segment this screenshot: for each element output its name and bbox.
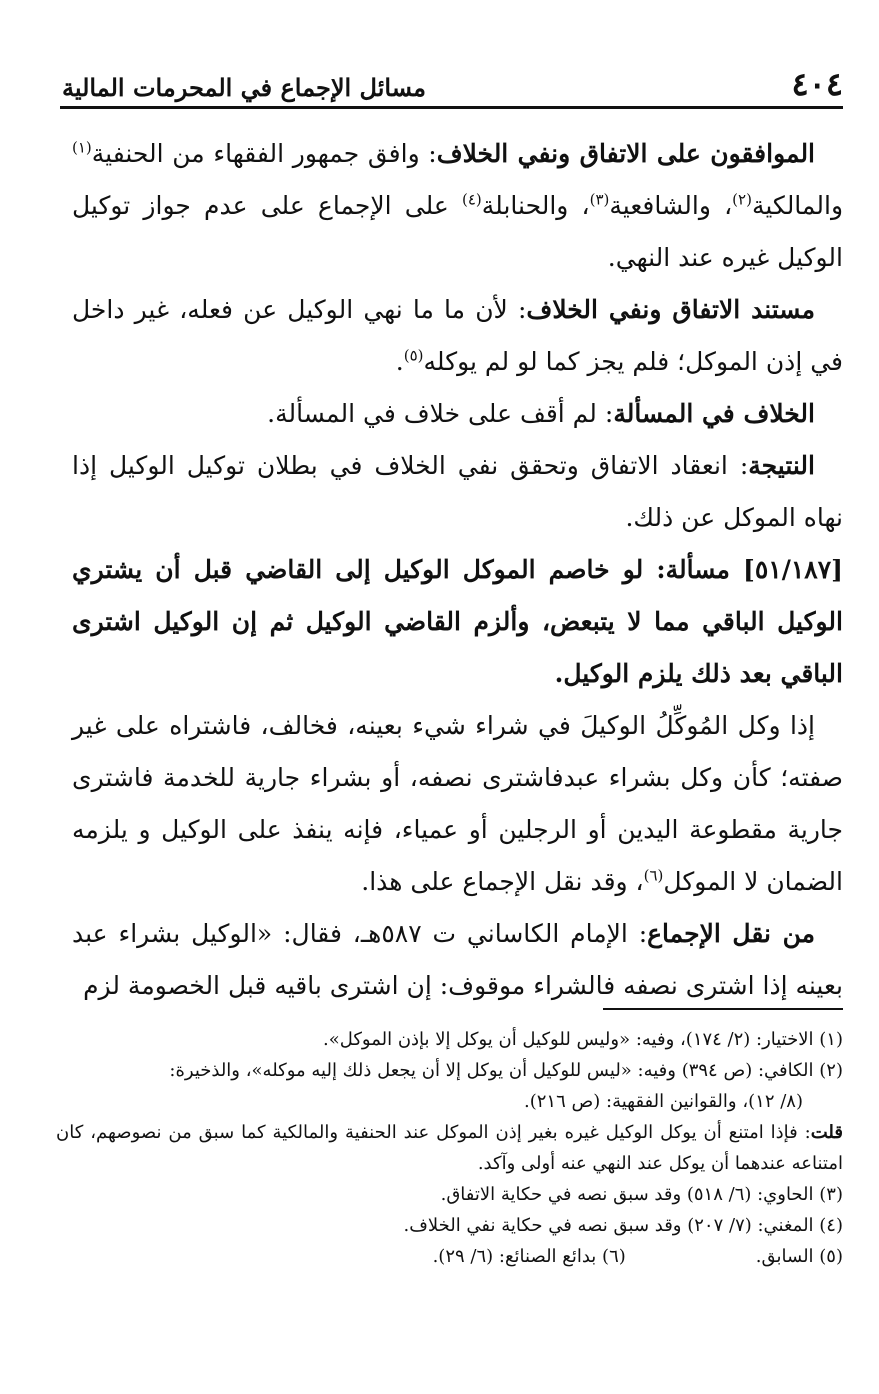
footnote-2: (٢) الكافي: (ص ٣٩٤) وفيه: «ليس للوكيل أن يوكل إلا أن يجعل ذلك إليه موكله»، والذخيرة:	[169, 1060, 843, 1081]
footnote-4: (٤) المغني: (٧/ ٢٠٧) وقد سبق نصه في حكاية نفي الخلاف.	[403, 1215, 843, 1236]
footnote-5: (٥) السابق.	[755, 1246, 843, 1267]
author-note	[56, 1117, 843, 1179]
text-run: على الإجماع على عدم جواز توكيل الوكيل غيره عند النهي.	[72, 191, 843, 272]
author-note-label: قلت	[810, 1122, 843, 1143]
author-note-text: : فإذا امتنع أن يوكل الوكيل غيره بغير إذن الموكل عند الحنفية والمالكية كما سبق من نصوصهم، كان امتناعه عندهما أن يوكل عند النهي عنه أولى وآكد.	[56, 1122, 843, 1174]
footnote-ref-1: (١)	[72, 138, 92, 157]
label-disagreement: الخلاف في المسألة	[613, 399, 815, 428]
footnote-ref-2: (٢)	[732, 190, 752, 209]
text-run: إذا وكل المُوكِّلُ الوكيلَ في شراء شيء بعينه، فخالف، فاشتراه على غير صفته؛ كأن وكل بشراء عبدفاشترى نصفه، أو بشراء جارية للخدمة فاشترى جارية مقطوعة اليدين أو الرجلين أو عمياء، فإنه ينفذ على الوكيل و يلزمه الضمان لا الموكل	[72, 711, 843, 896]
issue-heading: [٥١/١٨٧] مسألة: لو خاصم الموكل الوكيل إلى القاضي قبل أن يشتري الوكيل الباقي مما لا يتبعض، وألزم القاضي الوكيل ثم إن الوكيل اشترى الباقي بعد ذلك يلزم الوكيل.	[72, 555, 843, 688]
text-run: ، والحنابلة	[481, 191, 590, 220]
paragraph-result	[72, 440, 843, 544]
paragraph-explanation	[72, 700, 843, 908]
running-title: مسائل الإجماع في المحرمات المالية	[62, 73, 426, 102]
footnote-row	[56, 1241, 843, 1272]
text-run: : وافق جمهور الفقهاء من الحنفية	[91, 139, 437, 168]
text-run: : انعقاد الاتفاق وتحقق نفي الخلاف في بطلان توكيل الوكيل إذا نهاه الموكل عن ذلك.	[72, 451, 843, 532]
text-run: ، والشافعية	[609, 191, 733, 220]
paragraph-consensus-source	[72, 908, 843, 1012]
text-run: .	[395, 347, 404, 376]
footnote-1: (١) الاختيار: (٢/ ١٧٤)، وفيه: «وليس للوكيل أن يوكل إلا بإذن الموكل».	[322, 1029, 843, 1050]
footnote-ref-6: (٦)	[643, 866, 664, 885]
text-run: والمالكية	[751, 191, 844, 220]
footnote-separator	[603, 1008, 843, 1010]
footnote-3: (٣) الحاوي: (٦/ ٥١٨) وقد سبق نصه في حكاية الاتفاق.	[440, 1184, 843, 1205]
label-evidence: مستند الاتفاق ونفي الخلاف	[526, 295, 815, 324]
text-run: : لأن ما ما نهي الوكيل عن فعله، غير داخل في إذن الموكل؛ فلم يجز كما لو لم يوكله	[72, 295, 843, 376]
footnote-2-continued: (٨/ ١٢)، والقوانين الفقهية: (ص ٢١٦).	[524, 1091, 803, 1112]
footnote-ref-3: (٣)	[589, 190, 610, 209]
page-header	[60, 56, 843, 109]
main-text	[72, 128, 843, 1012]
footnotes	[56, 1024, 843, 1272]
page-number: ٤٠٤	[791, 65, 843, 103]
label-result: النتيجة	[748, 451, 815, 480]
text-run: : لم أقف على خلاف في المسألة.	[267, 399, 614, 428]
paragraph-evidence	[72, 284, 843, 388]
label-agreeing: الموافقون على الاتفاق ونفي الخلاف	[436, 139, 816, 168]
paragraph-disagreement	[72, 388, 843, 440]
paragraph-agreeing-scholars	[72, 128, 843, 284]
text-run: ، وقد نقل الإجماع على هذا.	[361, 867, 644, 896]
footnote-ref-5: (٥)	[403, 346, 424, 365]
text-run: : الإمام الكاساني ت ٥٨٧هـ، فقال: «الوكيل بشراء عبد بعينه إذا اشترى نصفه فالشراء موقوف: إن اشترى باقيه قبل الخصومة لزم	[72, 919, 843, 1000]
footnote-6: (٦) بدائع الصنائع: (٦/ ٢٩).	[432, 1246, 626, 1267]
footnote-ref-4: (٤)	[461, 190, 482, 209]
label-consensus-source: من نقل الإجماع	[647, 919, 815, 948]
